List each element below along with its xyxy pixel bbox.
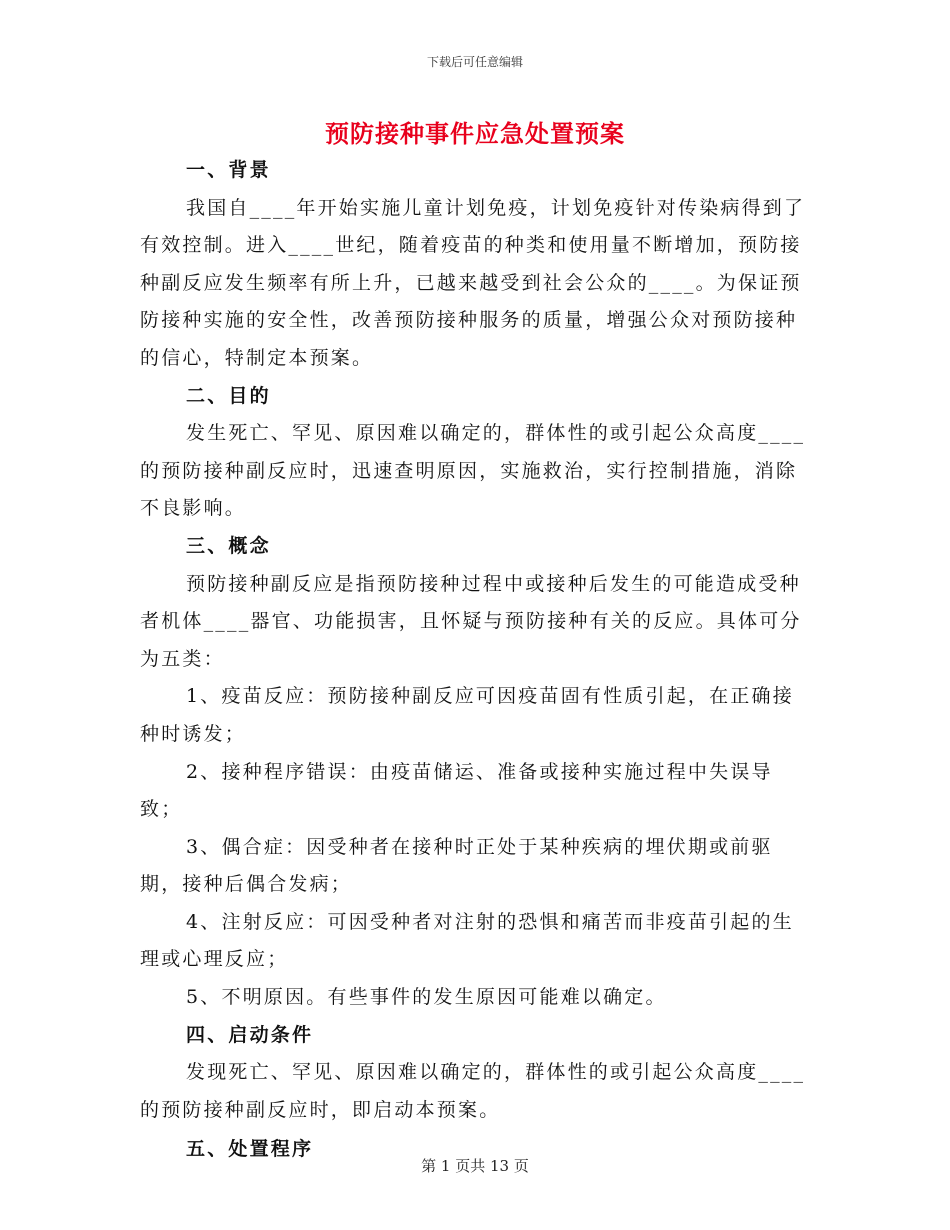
document-body [140,152,812,1169]
page-footer: 第 1 页共 13 页 [421,1157,529,1175]
section-paragraph-purpose: 发生死亡、罕见、原因难以确定的，群体性的或引起公众高度____的预防接种副反应时，迅速查明原因，实施救治，实行控制措施，消除不良影响。 [140,422,806,520]
section-paragraph-trigger: 发现死亡、罕见、原因难以确定的，群体性的或引起公众高度____的预防接种副反应时，即启动本预案。 [140,1061,806,1121]
concept-list-item: 3、偶合症：因受种者在接种时正处于某种疾病的埋伏期或前驱期，接种后偶合发病； [140,835,773,896]
concept-list-item: 2、接种程序错误：由疫苗储运、准备或接种实施过程中失误导致； [140,760,773,821]
section-heading-purpose: 二、目的 [186,384,271,407]
section-paragraph-concept: 预防接种副反应是指预防接种过程中或接种后发生的可能造成受种者机体____器官、功能损害，且怀疑与预防接种有关的反应。具体可分为五类： [140,572,802,670]
document-title: 预防接种事件应急处置预案 [325,119,625,148]
section-paragraph-background: 我国自____年开始实施儿童计划免疫，计划免疫针对传染病得到了有效控制。进入____世纪，随着疫苗的种类和使用量不断增加，预防接种副反应发生频率有所上升，已越来越受到社会公众的____。为保证预防接种实施的安全性，改善预防接种服务的质量，增强公众对预防接种的信心，特制定本预案。 [140,196,806,369]
section-heading-concept: 三、概念 [186,534,271,557]
concept-list-item: 1、疫苗反应：预防接种副反应可因疫苗固有性质引起，在正确接种时诱发； [140,685,794,745]
section-heading-procedure: 五、处置程序 [186,1138,314,1161]
section-heading-trigger: 四、启动条件 [186,1023,314,1046]
concept-list-item: 5、不明原因。有些事件的发生原因可能难以确定。 [186,986,667,1009]
header-note: 下载后可任意编辑 [426,55,523,69]
section-heading-background: 一、背景 [186,159,271,181]
concept-list-item: 4、注射反应：可因受种者对注射的恐惧和痛苦而非疫苗引起的生理或心理反应； [140,910,794,971]
